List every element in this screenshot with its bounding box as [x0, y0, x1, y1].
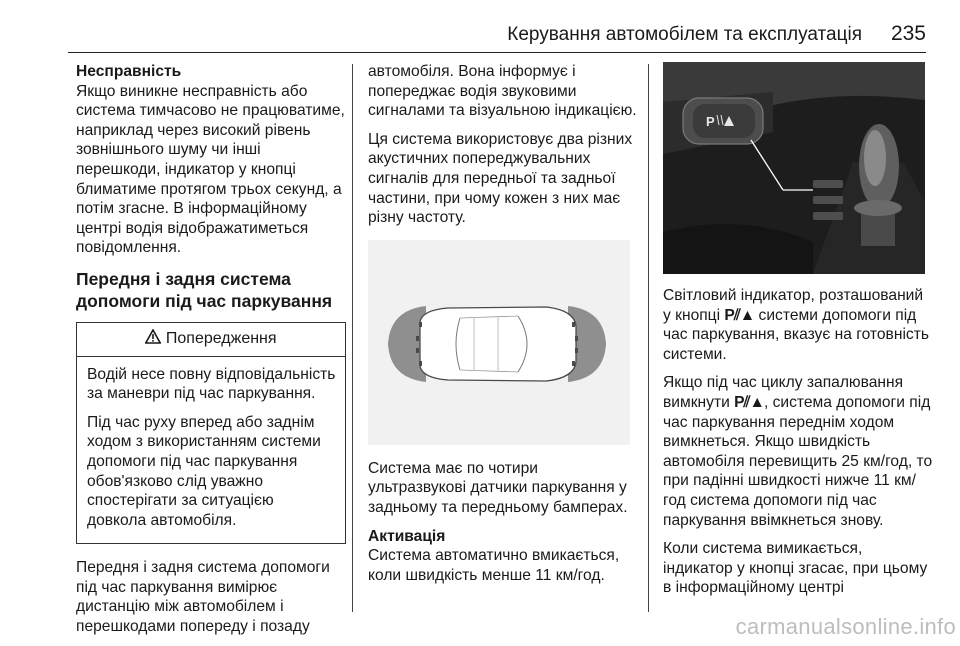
park-assist-icon: P⫽▲: [724, 306, 755, 324]
section-title: Передня і задня система допомоги під час паркування: [76, 268, 333, 311]
column-3: [663, 62, 933, 607]
car-sensor-diagram: [368, 240, 630, 445]
page-header: [68, 8, 926, 53]
svg-text:P: P: [706, 114, 715, 129]
activation-heading: Активація: [368, 527, 446, 545]
column-divider: [648, 64, 649, 612]
body-paragraph: автомобіля. Вона інформує і попереджає водія звуковими сигналами та візуальною індикацією.: [368, 63, 637, 120]
warning-paragraph: Під час руху вперед або заднім ходом з використанням системи допомоги під час паркування обов'язково слід уважно спостерігати за ситуацією довкола автомобіля.: [87, 413, 321, 529]
body-paragraph: Світловий індикатор, розташований у кнопці P⫽▲ системи допомоги під час паркування, вказує на готовність системи.: [663, 287, 929, 363]
warning-triangle-icon: [145, 330, 165, 347]
warning-body: [77, 357, 345, 544]
warning-header: [77, 323, 345, 357]
intro-text: Передня і задня система допомоги під час паркування вимірює дистанцію між автомобілем і перешкодами попереду і позаду: [76, 559, 330, 636]
fault-text: Якщо виникне несправність або система тимчасово не працюватиме, наприклад через високий рівень зовнішнього шуму чи інші перешкоди, індикатор у кнопці блиматиме протягом трьох секунд, а потім згасне. В інформаційному центрі водія відображатиметься повідомлення.: [76, 82, 345, 257]
page-number: 235: [890, 22, 926, 45]
body-paragraph: Якщо під час циклу запалювання вимкнути P⫽▲, система допомоги під час паркування переднім ходом вимкнеться. Якщо швидкість автомобіля перевищить 25 км/год, то при падінні швидкості нижче 11 км/год система допомоги під час паркування ввімкнеться знову.: [663, 374, 933, 529]
fault-heading: Несправність: [76, 63, 182, 80]
center-console-illustration: [663, 62, 925, 274]
body-paragraph: Ця система використовує два різних акустичних попереджувальних сигналів для передньої та задньої частини, при чому кожен з них має різну частоту.: [368, 130, 633, 227]
activation-text: Система автоматично вмикається, коли швидкість менше 11 км/год.: [368, 547, 620, 584]
car-top-view-icon: [420, 307, 576, 381]
column-2: [368, 62, 638, 594]
warning-title: Попередження: [165, 329, 277, 347]
body-paragraph: Система має по чотири ультразвукові датчики паркування у задньому та передньому бамперах.: [368, 459, 628, 516]
watermark: carmanualsonline.info: [735, 614, 956, 639]
column-1: [76, 62, 346, 646]
header-title: Керування автомобілем та експлуатація: [507, 24, 862, 45]
park-assist-icon: P⫽▲: [734, 393, 764, 411]
warning-box: [76, 322, 346, 544]
sensor-zones-figure: [368, 240, 630, 445]
column-divider: [352, 64, 353, 612]
body-paragraph: Коли система вимикається, індикатор у кнопці згасає, при цьому в інформаційному центрі: [663, 540, 928, 597]
console-button-photo: [663, 62, 925, 274]
warning-paragraph: Водій несе повну відповідальність за маневри під час паркування.: [87, 365, 336, 403]
